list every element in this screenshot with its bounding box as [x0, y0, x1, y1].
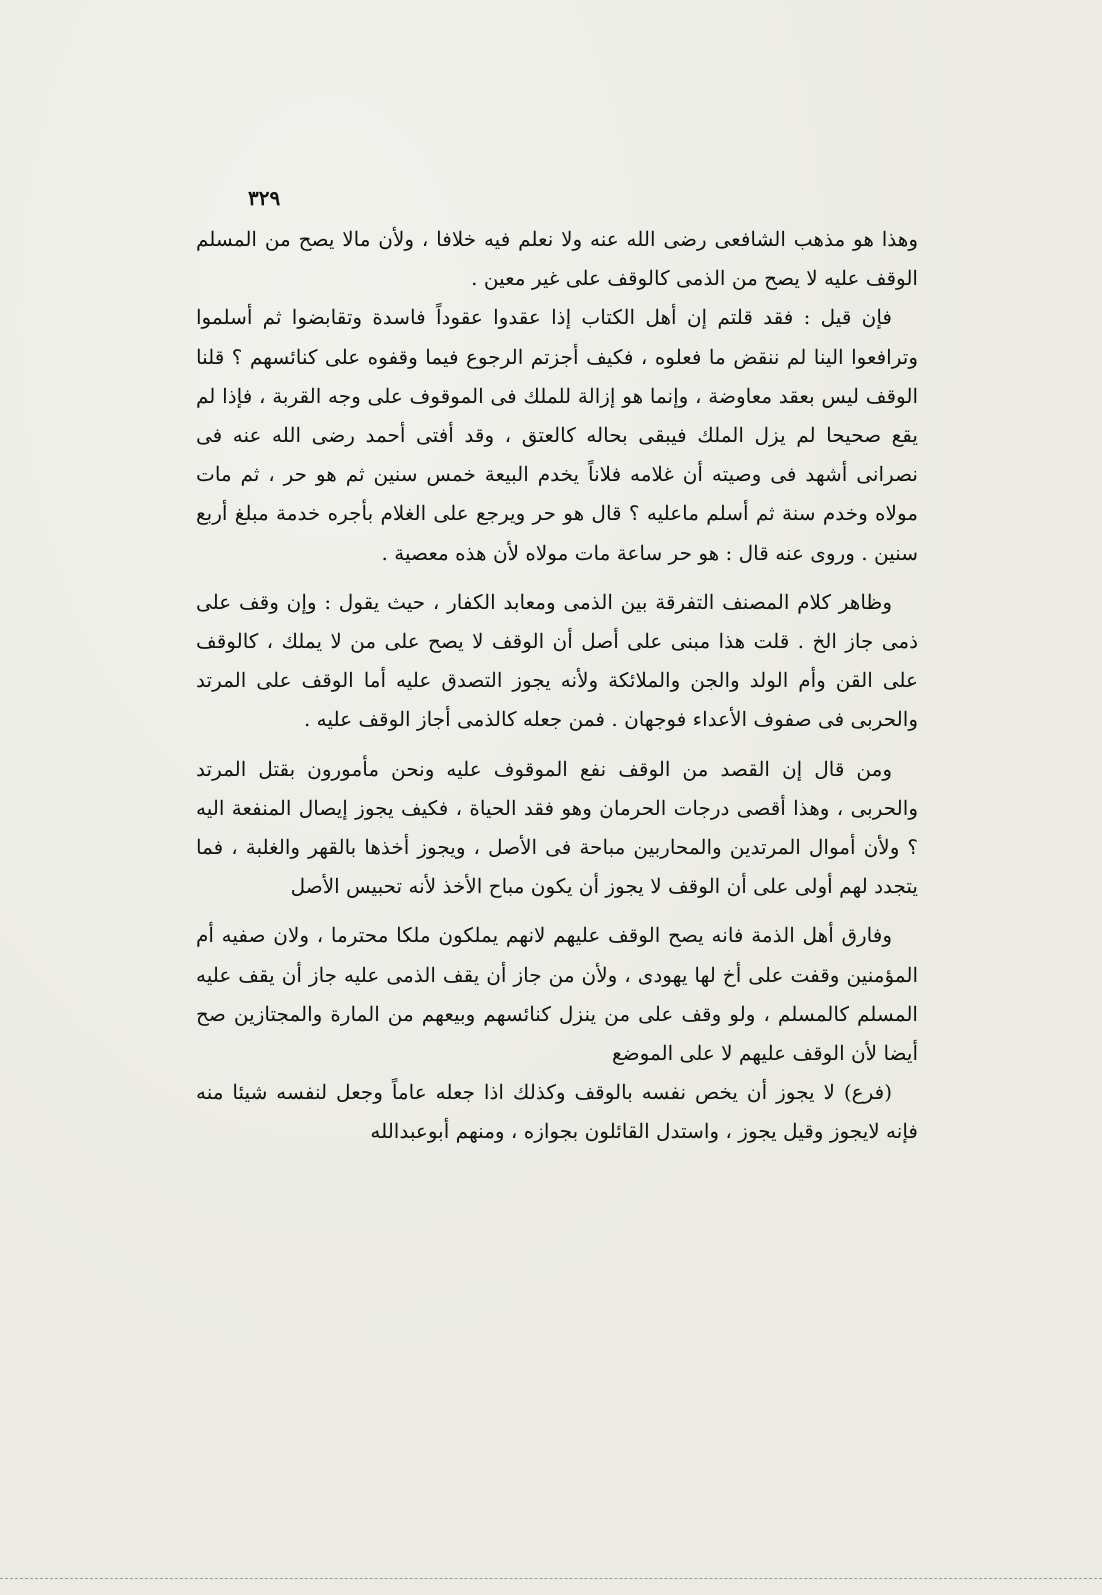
- paragraph-1: وهذا هو مذهب الشافعى رضى الله عنه ولا نعلم فيه خلافا ، ولأن مالا يصح من المسلم الوقف عليه لا يصح من الذمى كالوقف على غير معين .: [196, 227, 918, 291]
- body-text: [196, 220, 918, 1152]
- paragraph-5: وفارق أهل الذمة فانه يصح الوقف عليهم لانهم يملكون ملكا محترما ، ولان صفيه أم المؤمنين وقفت على أخ لها يهودى ، ولأن من جاز أن يقف الذمى عليه جاز أن يقف عليه المسلم كالمسلم ، ولو وقف على من ينزل كنائسهم وبيعهم من المارة والمجتازين صح أيضا لأن الوقف عليهم لا على الموضع: [196, 923, 919, 1066]
- paragraph-4: ومن قال إن القصد من الوقف نفع الموقوف عليه ونحن مأمورون بقتل المرتد والحربى ، وهذا أقصى درجات الحرمان وهو فقد الحياة ، فكيف يجوز إيصال المنفعة اليه ؟ ولأن أموال المرتدين والمحاربين مباحة فى الأصل ، ويجوز أخذها بالقهر والغلبة ، فما يتجدد لهم أولى على أن الوقف لا يجوز أن يكون مباح الأخذ لأنه تحبيس الأصل: [196, 756, 918, 899]
- page-number: ٣٢٩: [248, 186, 281, 210]
- paragraph-3: وظاهر كلام المصنف التفرقة بين الذمى ومعابد الكفار ، حيث يقول : وإن وقف على ذمى جاز الخ . قلت هذا مبنى على أصل أن الوقف لا يصح على من لا يملك ، كالوقف على القن وأم الولد والجن والملائكة ولأنه يجوز التصدق عليه أما الوقف على المرتد والحربى فى صفوف الأعداء فوجهان . فمن جعله كالذمى أجاز الوقف عليه .: [196, 589, 918, 732]
- scan-edge-rule: [0, 1578, 1102, 1579]
- paragraph-2: فإن قيل : فقد قلتم إن أهل الكتاب إذا عقدوا عقوداً فاسدة وتقابضوا ثم أسلموا وترافعوا الينا لم ننقض ما فعلوه ، فكيف أجزتم الرجوع فيما وقفوه على كنائسهم ؟ قلنا الوقف ليس بعقد معاوضة ، وإنما هو إزالة للملك فى الموقوف على وجه القربة ، فإذا لم يقع صحيحا لم يزل الملك فيبقى بحاله كالعتق ، وقد أفتى أحمد رضى الله عنه فى نصرانى أشهد فى وصيته أن غلامه فلاناً يخدم البيعة خمس سنين ثم هو حر ، ثم مات مولاه وخدم سنة ثم أسلم ماعليه ؟ قال هو حر ويرجع على الغلام بأجره خدمة مبلغ أربع سنين . وروى عنه قال : هو حر ساعة مات مولاه لأن هذه معصية .: [196, 305, 918, 565]
- paragraph-6: (فرع) لا يجوز أن يخص نفسه بالوقف وكذلك اذا جعله عاماً وجعل لنفسه شيئا منه فإنه لايجوز وقيل يجوز ، واستدل القائلون بجوازه ، ومنهم أبوعبدالله: [196, 1080, 918, 1144]
